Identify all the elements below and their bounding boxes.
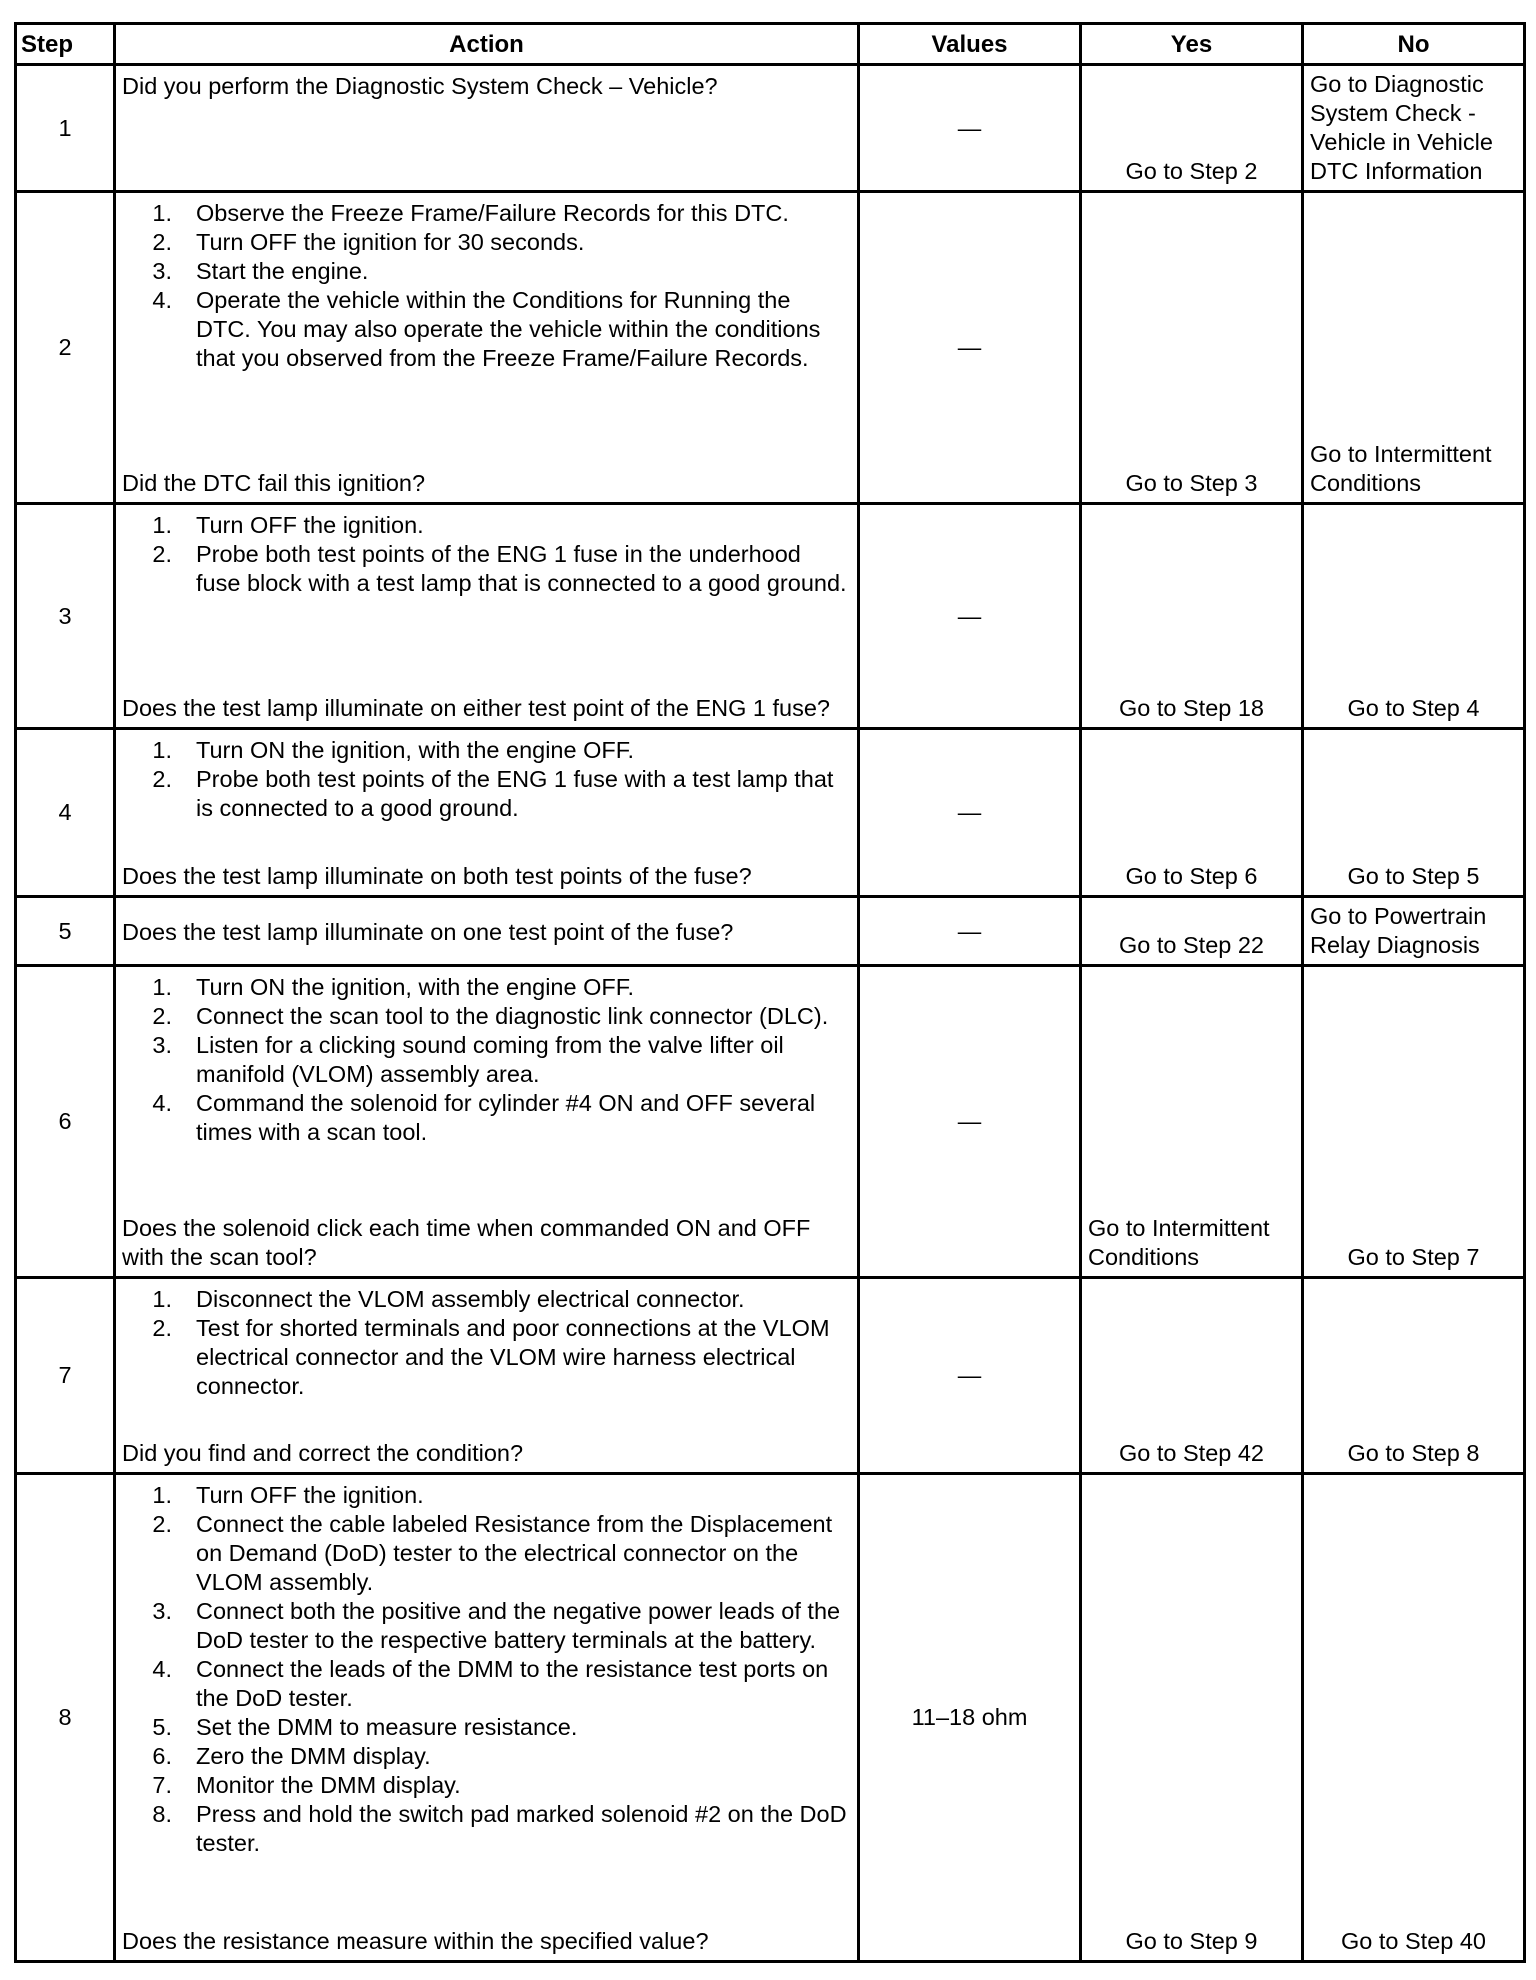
action-question: Does the resistance measure within the specified value? xyxy=(122,1928,709,1954)
action-question: Does the test lamp illuminate on either test point of the ENG 1 fuse? xyxy=(122,695,830,721)
list-item: 6. Zero the DMM display. xyxy=(152,1743,431,1769)
no-cell: Go to Step 5 xyxy=(1303,729,1525,897)
action-cell xyxy=(115,504,859,729)
yes-cell: Go to Step 3 xyxy=(1081,192,1303,504)
table-row xyxy=(16,897,1525,966)
action-cell xyxy=(115,897,859,966)
table-row xyxy=(16,1278,1525,1474)
action-question: Does the test lamp illuminate on one test point of the fuse? xyxy=(122,918,734,945)
no-cell: Go to Diagnostic System Check - Vehicle in Vehicle DTC Information xyxy=(1303,65,1525,192)
action-question: Did you perform the Diagnostic System Check – Vehicle? xyxy=(122,73,718,99)
action-cell xyxy=(115,1278,859,1474)
action-steps xyxy=(122,199,851,373)
table-row xyxy=(16,65,1525,192)
list-item: 1. Turn OFF the ignition. xyxy=(152,512,424,538)
list-item: 7. Monitor the DMM display. xyxy=(152,1772,461,1798)
step-number: 7 xyxy=(16,1278,115,1474)
list-item: 2. Probe both test points of the ENG 1 fuse in the underhood fuse block with a test lamp that is connected to a good ground. xyxy=(152,541,847,596)
header-yes: Yes xyxy=(1081,24,1303,65)
values-cell: — xyxy=(859,65,1081,192)
action-steps xyxy=(122,511,851,598)
list-item: 1. Disconnect the VLOM assembly electrical connector. xyxy=(152,1286,745,1312)
values-cell: — xyxy=(859,897,1081,966)
values-cell: 11–18 ohm xyxy=(859,1474,1081,1962)
step-number: 1 xyxy=(16,65,115,192)
action-cell xyxy=(115,65,859,192)
action-question: Does the test lamp illuminate on both test points of the fuse? xyxy=(122,863,752,889)
action-cell xyxy=(115,192,859,504)
yes-cell: Go to Step 42 xyxy=(1081,1278,1303,1474)
list-item: 2. Connect the scan tool to the diagnostic link connector (DLC). xyxy=(152,1003,829,1029)
list-item: 3. Start the engine. xyxy=(152,258,369,284)
list-item: 3. Connect both the positive and the negative power leads of the DoD tester to the respective battery terminals at the battery. xyxy=(152,1598,841,1653)
list-item: 8. Press and hold the switch pad marked solenoid #2 on the DoD tester. xyxy=(152,1801,847,1856)
step-number: 2 xyxy=(16,192,115,504)
header-step: Step xyxy=(16,24,115,65)
header-values: Values xyxy=(859,24,1081,65)
values-cell: — xyxy=(859,504,1081,729)
list-item: 1. Turn ON the ignition, with the engine OFF. xyxy=(152,974,635,1000)
header-row xyxy=(16,24,1525,65)
list-item: 1. Observe the Freeze Frame/Failure Records for this DTC. xyxy=(152,200,789,226)
no-cell: Go to Powertrain Relay Diagnosis xyxy=(1303,897,1525,966)
list-item: 3. Listen for a clicking sound coming from the valve lifter oil manifold (VLOM) assembly area. xyxy=(152,1032,784,1087)
yes-cell: Go to Step 22 xyxy=(1081,897,1303,966)
list-item: 2. Turn OFF the ignition for 30 seconds. xyxy=(152,229,585,255)
action-cell xyxy=(115,1474,859,1962)
step-number: 8 xyxy=(16,1474,115,1962)
action-steps xyxy=(122,736,851,823)
list-item: 4. Command the solenoid for cylinder #4 ON and OFF several times with a scan tool. xyxy=(152,1090,816,1145)
no-cell: Go to Step 7 xyxy=(1303,966,1525,1278)
list-item: 2. Connect the cable labeled Resistance from the Displacement on Demand (DoD) tester to the electrical connector on the VLOM assembly. xyxy=(152,1511,833,1595)
values-cell: — xyxy=(859,729,1081,897)
step-number: 3 xyxy=(16,504,115,729)
no-cell: Go to Step 8 xyxy=(1303,1278,1525,1474)
action-question: Does the solenoid click each time when commanded ON and OFF with the scan tool? xyxy=(122,1215,811,1270)
values-cell: — xyxy=(859,192,1081,504)
list-item: 1. Turn ON the ignition, with the engine OFF. xyxy=(152,737,635,763)
values-cell: — xyxy=(859,1278,1081,1474)
yes-cell: Go to Step 18 xyxy=(1081,504,1303,729)
list-item: 2. Probe both test points of the ENG 1 fuse with a test lamp that is connected to a good ground. xyxy=(152,766,834,821)
no-cell: Go to Step 4 xyxy=(1303,504,1525,729)
diagnostic-table xyxy=(14,22,1526,1963)
step-number: 5 xyxy=(16,897,115,966)
action-steps xyxy=(122,973,851,1147)
action-question: Did you find and correct the condition? xyxy=(122,1440,524,1466)
no-cell: Go to Step 40 xyxy=(1303,1474,1525,1962)
yes-cell: Go to Step 2 xyxy=(1081,65,1303,192)
no-cell: Go to Intermittent Conditions xyxy=(1303,192,1525,504)
list-item: 4. Operate the vehicle within the Conditions for Running the DTC. You may also operate the vehicle within the conditions that you observed from the Freeze Frame/Failure Records. xyxy=(152,287,821,371)
yes-cell: Go to Intermittent Conditions xyxy=(1081,966,1303,1278)
list-item: 4. Connect the leads of the DMM to the resistance test ports on the DoD tester. xyxy=(152,1656,829,1711)
table-row xyxy=(16,504,1525,729)
action-question: Did the DTC fail this ignition? xyxy=(122,470,426,496)
action-steps xyxy=(122,1285,851,1401)
action-cell xyxy=(115,966,859,1278)
action-cell xyxy=(115,729,859,897)
list-item: 2. Test for shorted terminals and poor connections at the VLOM electrical connector and the VLOM wire harness electrical connector. xyxy=(152,1315,830,1399)
table-row xyxy=(16,966,1525,1278)
table-row xyxy=(16,192,1525,504)
list-item: 5. Set the DMM to measure resistance. xyxy=(152,1714,578,1740)
table-row xyxy=(16,1474,1525,1962)
step-number: 4 xyxy=(16,729,115,897)
action-steps xyxy=(122,1481,851,1858)
yes-cell: Go to Step 6 xyxy=(1081,729,1303,897)
yes-cell: Go to Step 9 xyxy=(1081,1474,1303,1962)
header-action: Action xyxy=(115,24,859,65)
step-number: 6 xyxy=(16,966,115,1278)
values-cell: — xyxy=(859,966,1081,1278)
header-no: No xyxy=(1303,24,1525,65)
table-row xyxy=(16,729,1525,897)
list-item: 1. Turn OFF the ignition. xyxy=(152,1482,424,1508)
